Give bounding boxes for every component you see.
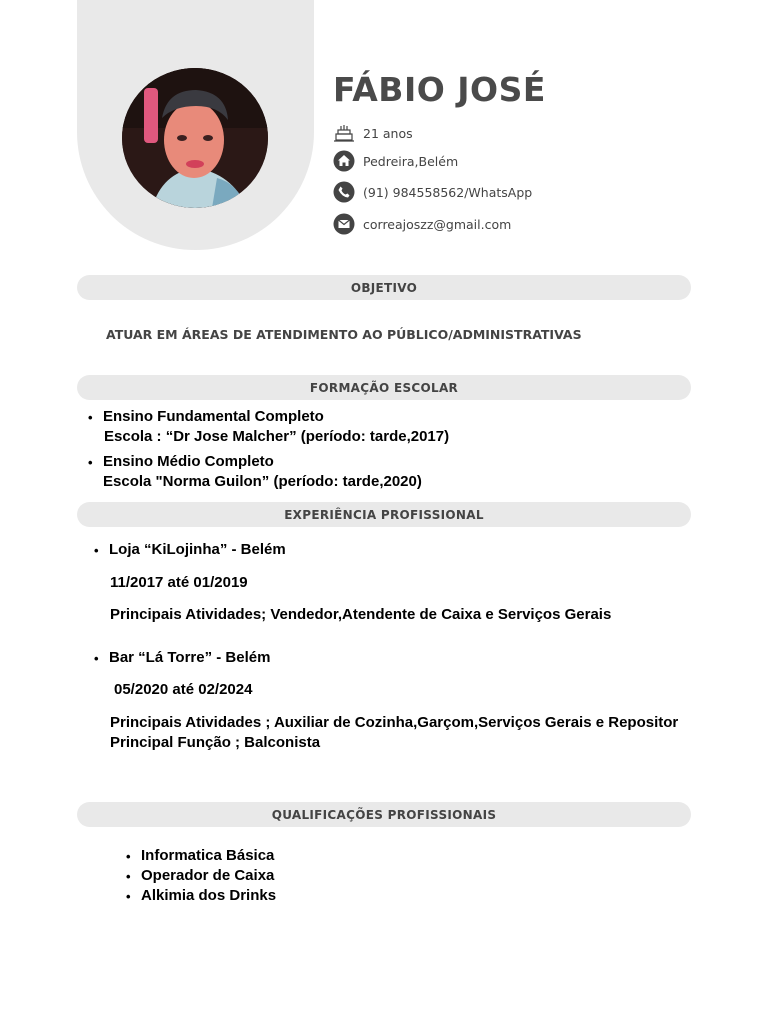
qualification-item: Informatica Básica bbox=[141, 847, 275, 864]
experience-activities: Principais Atividades ; Auxiliar de Cozinha,Garçom,Serviços Gerais e Repositor bbox=[110, 714, 679, 731]
experience-activities: Principais Atividades; Vendedor,Atendente de Caixa e Serviços Gerais bbox=[110, 606, 612, 623]
mail-icon bbox=[333, 213, 355, 235]
qualification-item: Alkimia dos Drinks bbox=[141, 887, 277, 904]
contact-age bbox=[333, 122, 413, 144]
birthday-cake-icon bbox=[333, 122, 355, 144]
experience-section-header bbox=[77, 502, 691, 527]
objective-text: ATUAR EM ÁREAS DE ATENDIMENTO AO PÚBLICO/ADMINISTRATIVAS bbox=[106, 327, 582, 342]
education-school: Escola "Norma Guilon” (período: tarde,2020) bbox=[103, 473, 422, 490]
email-text: correajoszz@gmail.com bbox=[363, 216, 512, 232]
avatar-photo bbox=[122, 68, 268, 208]
experience-bullet: • bbox=[94, 543, 99, 558]
candidate-name: FÁBIO JOSÉ bbox=[333, 70, 546, 109]
experience-period: 05/2020 até 02/2024 bbox=[114, 681, 253, 698]
qualification-bullet: • bbox=[126, 889, 131, 904]
contact-phone bbox=[333, 181, 532, 203]
phone-text: (91) 984558562/WhatsApp bbox=[363, 184, 533, 200]
education-section-header bbox=[77, 375, 691, 400]
education-title: FORMAÇÃO ESCOLAR bbox=[309, 380, 459, 395]
phone-icon bbox=[333, 181, 355, 203]
qualifications-title: QUALIFICAÇÕES PROFISSIONAIS bbox=[271, 807, 497, 822]
location-text: Pedreira,Belém bbox=[363, 153, 459, 169]
avatar bbox=[122, 68, 268, 208]
qualification-bullet: • bbox=[126, 849, 131, 864]
education-level: Ensino Médio Completo bbox=[103, 453, 274, 470]
education-level: Ensino Fundamental Completo bbox=[103, 408, 324, 425]
experience-main-role: Principal Função ; Balconista bbox=[110, 734, 321, 751]
age-text: 21 anos bbox=[363, 125, 413, 141]
experience-bullet: • bbox=[94, 651, 99, 666]
contact-email bbox=[333, 213, 511, 235]
experience-period: 11/2017 até 01/2019 bbox=[110, 574, 248, 591]
contact-location bbox=[333, 150, 458, 172]
education-bullet: • bbox=[88, 455, 93, 470]
objective-section-header bbox=[77, 275, 691, 300]
qualification-item: Operador de Caixa bbox=[141, 867, 275, 884]
experience-title: EXPERIÊNCIA PROFISSIONAL bbox=[284, 507, 484, 522]
experience-place: Bar “Lá Torre” - Belém bbox=[109, 649, 271, 666]
home-icon bbox=[333, 150, 355, 172]
qualification-bullet: • bbox=[126, 869, 131, 884]
qualifications-section-header bbox=[77, 802, 691, 827]
education-bullet: • bbox=[88, 410, 93, 425]
objective-title: OBJETIVO bbox=[350, 280, 418, 295]
experience-place: Loja “KiLojinha” - Belém bbox=[109, 541, 286, 558]
education-school: Escola : “Dr Jose Malcher” (período: tarde,2017) bbox=[104, 428, 450, 445]
